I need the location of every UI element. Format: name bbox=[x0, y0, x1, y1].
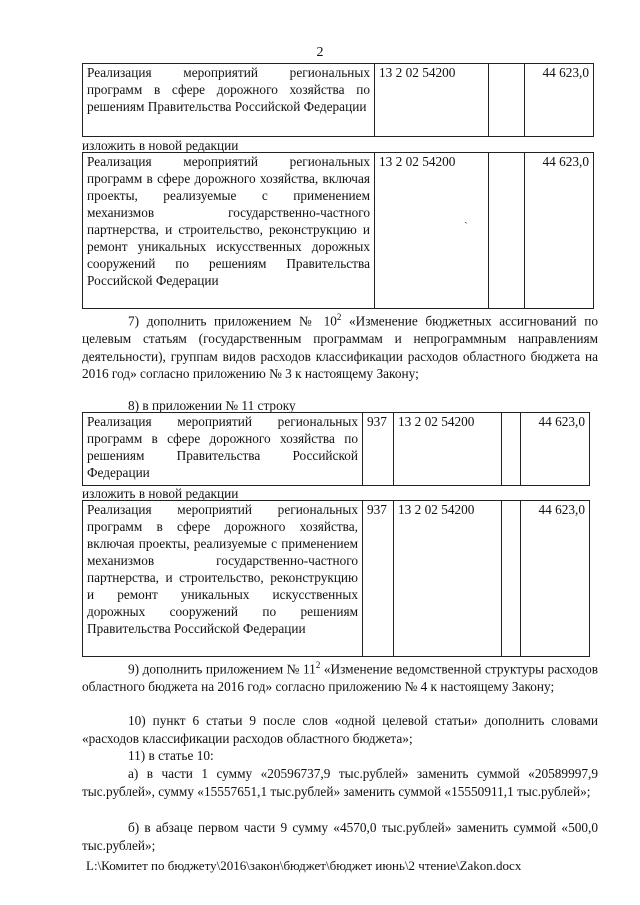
replace-note: изложить в новой редакции bbox=[82, 138, 239, 153]
row-description: Реализация мероприятий региональных программ в сфере дорожного хозяйства по решениям Правительства Российской Федерации bbox=[83, 413, 363, 486]
row-ministry-code: 937 bbox=[363, 413, 394, 486]
budget-table-old bbox=[82, 63, 594, 137]
row-expense-type bbox=[489, 64, 525, 137]
row-description: Реализация мероприятий региональных программ в сфере дорожного хозяйства, включая проекты, реализуемые с применением механизмов государственно-частного партнерства, и строительство, реконструкцию и ремонт уникальных искусственных дорожных сооружений по решениям Правительства Российской Федерации bbox=[83, 501, 363, 657]
row-target-code: 13 2 02 54200 bbox=[375, 153, 489, 309]
item-7: 7) дополнить приложением № $10^2$ «Изменение бюджетных ассигнований по целевым статьям (государственным программам и непрограммным направлениям деятельности), группам видов расходов классификации расходов областного бюджета на 2016 год» согласно приложению № 3 к настоящему Закону; bbox=[82, 312, 599, 382]
row-description: Реализация мероприятий региональных программ в сфере дорожного хозяйства, включая проекты, реализуемые с применением механизмов государственно-частного партнерства, и строительство, реконструкцию и ремонт уникальных искусственных дорожных сооружений по решениям Правительства Российской Федерации bbox=[83, 153, 375, 309]
row-target-code: 13 2 02 54200 bbox=[394, 501, 502, 657]
row-expense-type bbox=[502, 413, 521, 486]
footer-file-path: L:\Комитет по бюджету\2016\закон\бюджет\бюджет июнь\2 чтение\Zakon.docx bbox=[86, 858, 522, 873]
row-amount: 44 623,0 bbox=[525, 153, 594, 309]
table-row bbox=[83, 413, 590, 486]
row-target-code: 13 2 02 54200 bbox=[375, 64, 489, 137]
budget-table-old-11 bbox=[82, 412, 590, 486]
item-10: 10) пункт 6 статьи 9 после слов «одной целевой статьи» дополнить словами «расходов классификации расходов областного бюджета»; bbox=[82, 713, 598, 746]
table-row bbox=[83, 153, 594, 309]
row-amount: 44 623,0 bbox=[521, 501, 590, 657]
page-number: 2 bbox=[316, 45, 324, 60]
row-expense-type bbox=[502, 501, 521, 657]
scan-speck: ˎ bbox=[464, 212, 468, 224]
row-expense-type bbox=[489, 153, 525, 309]
replace-note: изложить в новой редакции bbox=[82, 486, 239, 501]
row-target-code: 13 2 02 54200 bbox=[394, 413, 502, 486]
item-9: 9) дополнить приложением № $11^2$ «Изменение ведомственной структуры расходов областного бюджета на 2016 год» согласно приложению № 4 к настоящему Закону; bbox=[82, 660, 599, 695]
row-amount: 44 623,0 bbox=[521, 413, 590, 486]
item-11: 11) в статье 10: bbox=[128, 748, 214, 763]
item-8: 8) в приложении № 11 строку bbox=[128, 398, 296, 413]
row-description: Реализация мероприятий региональных программ в сфере дорожного хозяйства по решениям Правительства Российской Федерации bbox=[83, 64, 375, 137]
budget-table-new-11 bbox=[82, 500, 590, 657]
table-row bbox=[83, 501, 590, 657]
item-11a: а) в части 1 сумму «20596737,9 тыс.рублей» заменить суммой «20589997,9 тыс.рублей», сумму «15557651,1 тыс.рублей» заменить суммой «15550911,1 тыс.рублей»; bbox=[82, 766, 598, 799]
table-row bbox=[83, 64, 594, 137]
row-amount: 44 623,0 bbox=[525, 64, 594, 137]
budget-table-new bbox=[82, 152, 594, 309]
item-11b: б) в абзаце первом части 9 сумму «4570,0 тыс.рублей» заменить суммой «500,0 тыс.рублей»; bbox=[82, 820, 598, 853]
row-ministry-code: 937 bbox=[363, 501, 394, 657]
